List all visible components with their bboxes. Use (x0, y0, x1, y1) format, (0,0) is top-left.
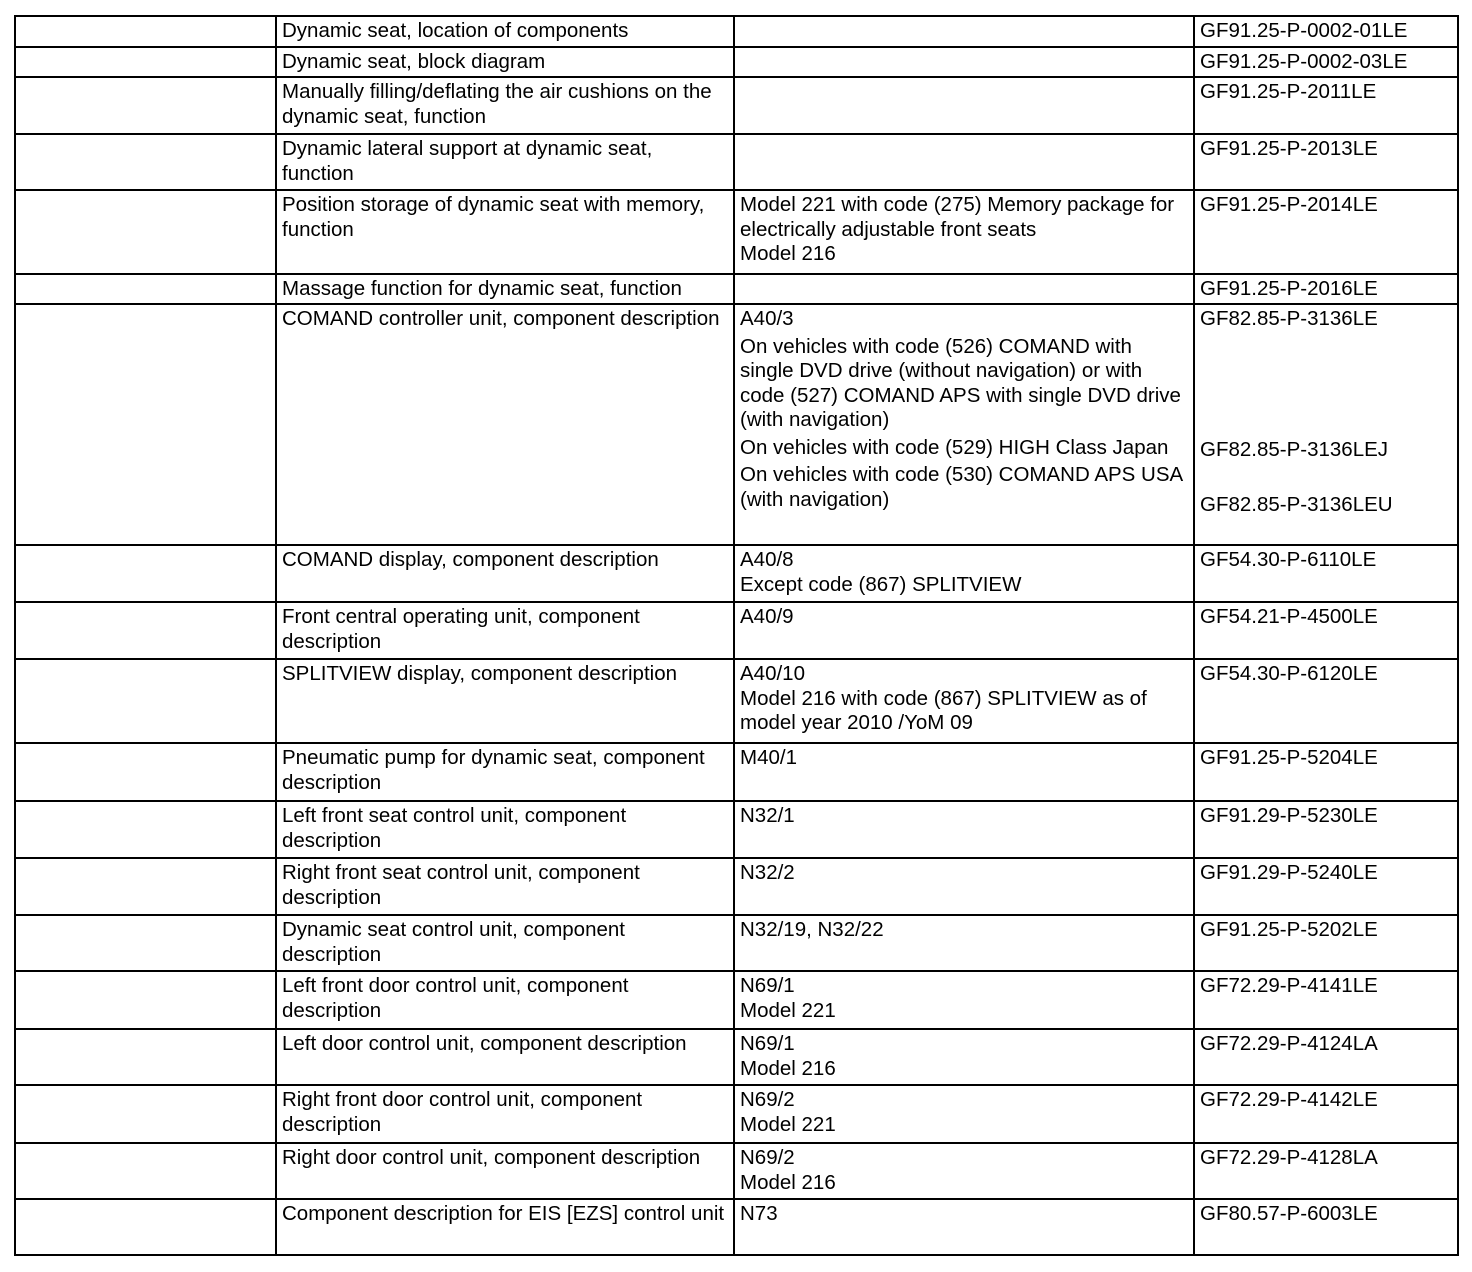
table-row (15, 304, 1458, 545)
doc-number: GF91.25-P-2013LE (1200, 137, 1378, 160)
empty-cell (15, 77, 276, 134)
doc-number: GF91.25-P-2014LE (1200, 193, 1378, 216)
info-line: Model 221 with code (275) Memory package for electrically adjustable front seats (740, 193, 1175, 241)
empty-cell (15, 659, 276, 743)
empty-cell (15, 16, 276, 47)
empty-cell (15, 1199, 276, 1255)
document-table (14, 15, 1459, 1256)
title-cell: COMAND controller unit, component description (276, 304, 734, 545)
empty-cell (15, 545, 276, 602)
title-cell: Right front seat control unit, component description (276, 858, 734, 915)
title-cell: Pneumatic pump for dynamic seat, component description (276, 743, 734, 801)
empty-cell (15, 915, 276, 971)
table-row (15, 659, 1458, 743)
doc-number: GF54.21-P-4500LE (1200, 605, 1378, 628)
info-line: M40/1 (740, 746, 797, 769)
doc-number-cell (1194, 971, 1458, 1029)
title-cell: SPLITVIEW display, component description (276, 659, 734, 743)
table-row (15, 190, 1458, 274)
info-line: N69/1 (740, 974, 795, 997)
info-line: A40/8 (740, 548, 794, 571)
title-cell: Left front seat control unit, component description (276, 801, 734, 858)
empty-cell (15, 1143, 276, 1199)
table-row (15, 545, 1458, 602)
table-row (15, 1143, 1458, 1199)
title-cell: Left door control unit, component description (276, 1029, 734, 1085)
doc-number-cell (1194, 1085, 1458, 1143)
doc-number: GF91.25-P-5202LE (1200, 918, 1378, 941)
info-cell (734, 858, 1194, 915)
empty-cell (15, 190, 276, 274)
info-line: N69/1 (740, 1032, 795, 1055)
table-row (15, 16, 1458, 47)
info-cell (734, 134, 1194, 190)
table-row (15, 915, 1458, 971)
info-cell (734, 915, 1194, 971)
info-line: Model 216 (740, 1170, 836, 1194)
table-row (15, 971, 1458, 1029)
info-line: N73 (740, 1202, 778, 1225)
doc-number: GF91.25-P-0002-01LE (1200, 19, 1408, 42)
doc-number: GF82.85-P-3136LEU (1200, 493, 1393, 516)
info-cell (734, 1143, 1194, 1199)
doc-number: GF72.29-P-4128LA (1200, 1146, 1378, 1169)
title-cell: Massage function for dynamic seat, function (276, 274, 734, 304)
info-line: N32/1 (740, 804, 795, 827)
info-cell (734, 1199, 1194, 1255)
title-cell: Component description for EIS [EZS] control unit (276, 1199, 734, 1255)
info-cell (734, 1085, 1194, 1143)
info-cell (734, 545, 1194, 602)
doc-number-cell (1194, 1029, 1458, 1085)
empty-cell (15, 1029, 276, 1085)
title-cell: Manually filling/deflating the air cushions on the dynamic seat, function (276, 77, 734, 134)
info-cell (734, 801, 1194, 858)
info-cell (734, 1029, 1194, 1085)
info-line: N32/2 (740, 861, 795, 884)
doc-number-cell (1194, 134, 1458, 190)
info-line: On vehicles with code (526) COMAND with single DVD drive (without navigation) or with code (527) COMAND APS with single DVD drive (with navigation) (740, 334, 1181, 431)
doc-number: GF91.25-P-5204LE (1200, 746, 1378, 769)
info-line: A40/9 (740, 605, 794, 628)
doc-number: GF54.30-P-6120LE (1200, 662, 1378, 685)
doc-number-cell (1194, 602, 1458, 659)
table-row (15, 858, 1458, 915)
info-cell (734, 743, 1194, 801)
doc-number-cell (1194, 1199, 1458, 1255)
title-cell: COMAND display, component description (276, 545, 734, 602)
info-line: A40/10 (740, 662, 805, 685)
table-row (15, 274, 1458, 304)
doc-number-cell (1194, 659, 1458, 743)
info-line: N32/19, N32/22 (740, 918, 884, 941)
table-row (15, 1199, 1458, 1255)
info-line: A40/3 (740, 307, 794, 330)
title-cell: Right door control unit, component description (276, 1143, 734, 1199)
title-cell: Dynamic seat control unit, component description (276, 915, 734, 971)
info-line: Model 221 (740, 1112, 836, 1136)
empty-cell (15, 134, 276, 190)
empty-cell (15, 274, 276, 304)
empty-cell (15, 971, 276, 1029)
doc-number: GF91.29-P-5230LE (1200, 804, 1378, 827)
doc-number-cell (1194, 743, 1458, 801)
info-cell (734, 16, 1194, 47)
title-cell: Left front door control unit, component description (276, 971, 734, 1029)
doc-number: GF91.29-P-5240LE (1200, 861, 1378, 884)
title-cell: Dynamic seat, location of components (276, 16, 734, 47)
title-cell: Dynamic lateral support at dynamic seat, function (276, 134, 734, 190)
doc-number-cell (1194, 274, 1458, 304)
title-cell: Front central operating unit, component description (276, 602, 734, 659)
table-row (15, 1029, 1458, 1085)
empty-cell (15, 304, 276, 545)
info-cell (734, 304, 1194, 545)
info-cell (734, 602, 1194, 659)
table-row (15, 602, 1458, 659)
info-cell (734, 274, 1194, 304)
doc-number: GF91.25-P-2011LE (1200, 80, 1377, 103)
empty-cell (15, 743, 276, 801)
table-row (15, 801, 1458, 858)
info-cell (734, 77, 1194, 134)
empty-cell (15, 602, 276, 659)
info-cell (734, 47, 1194, 77)
table-row (15, 743, 1458, 801)
doc-number-cell (1194, 47, 1458, 77)
info-line: Model 216 with code (867) SPLITVIEW as of model year 2010 /YoM 09 (740, 686, 1147, 734)
info-line: Model 216 (740, 1056, 836, 1080)
info-line: Model 216 (740, 242, 836, 265)
doc-number: GF82.85-P-3136LE (1200, 307, 1378, 330)
title-cell: Dynamic seat, block diagram (276, 47, 734, 77)
doc-number-cell (1194, 545, 1458, 602)
title-cell: Position storage of dynamic seat with memory, function (276, 190, 734, 274)
info-line: On vehicles with code (529) HIGH Class Japan (740, 435, 1169, 459)
doc-number-cell (1194, 16, 1458, 47)
doc-number: GF82.85-P-3136LEJ (1200, 437, 1389, 461)
doc-number-cell (1194, 858, 1458, 915)
doc-number: GF54.30-P-6110LE (1200, 548, 1377, 571)
info-cell (734, 659, 1194, 743)
doc-number: GF72.29-P-4124LA (1200, 1032, 1378, 1055)
empty-cell (15, 47, 276, 77)
info-cell (734, 971, 1194, 1029)
doc-number: GF91.25-P-2016LE (1200, 277, 1378, 300)
doc-number-cell (1194, 77, 1458, 134)
document-table-body (15, 16, 1458, 1255)
info-line: Model 221 (740, 998, 836, 1022)
table-row (15, 134, 1458, 190)
doc-number: GF72.29-P-4141LE (1200, 974, 1378, 997)
title-cell: Right front door control unit, component description (276, 1085, 734, 1143)
info-line: Except code (867) SPLITVIEW (740, 572, 1022, 596)
doc-number-cell (1194, 190, 1458, 274)
info-line: N69/2 (740, 1088, 795, 1111)
table-row (15, 47, 1458, 77)
info-cell (734, 190, 1194, 274)
doc-number-cell (1194, 915, 1458, 971)
doc-number: GF80.57-P-6003LE (1200, 1202, 1378, 1225)
info-line: On vehicles with code (530) COMAND APS USA (with navigation) (740, 463, 1183, 511)
table-row (15, 1085, 1458, 1143)
empty-cell (15, 858, 276, 915)
doc-number-cell (1194, 801, 1458, 858)
doc-number-cell (1194, 1143, 1458, 1199)
info-line: N69/2 (740, 1146, 795, 1169)
empty-cell (15, 1085, 276, 1143)
doc-number-cell (1194, 304, 1458, 545)
doc-number: GF72.29-P-4142LE (1200, 1088, 1378, 1111)
empty-cell (15, 801, 276, 858)
doc-number: GF91.25-P-0002-03LE (1200, 50, 1408, 73)
table-row (15, 77, 1458, 134)
